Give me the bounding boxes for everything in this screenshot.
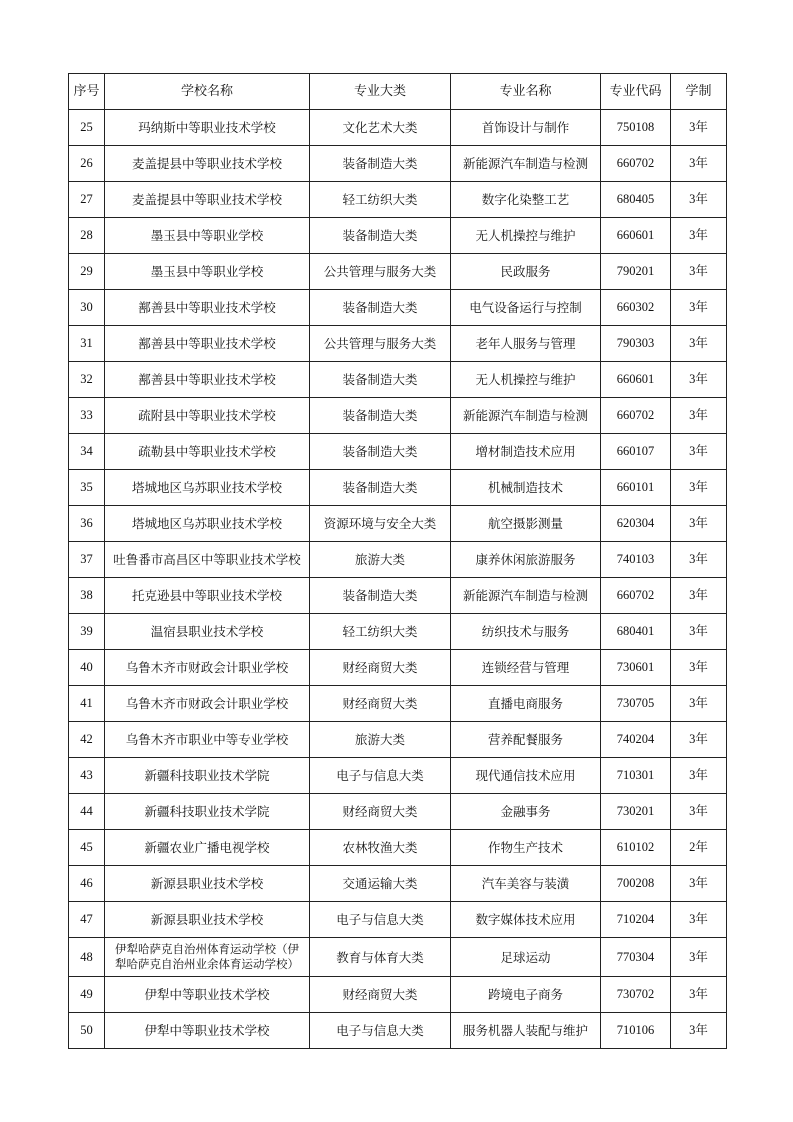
row-serial-number: 38: [69, 578, 105, 614]
row-school-name: 新疆科技职业技术学院: [105, 758, 310, 794]
row-serial-number: 39: [69, 614, 105, 650]
row-major-code: 660702: [601, 146, 671, 182]
header-duration: 学制: [671, 74, 727, 110]
row-school-name: 墨玉县中等职业学校: [105, 254, 310, 290]
row-major-code: 710301: [601, 758, 671, 794]
row-major-category: 农林牧渔大类: [310, 830, 451, 866]
row-duration: 3年: [671, 398, 727, 434]
row-duration: 3年: [671, 650, 727, 686]
table-row: [69, 830, 727, 866]
row-major-code: 660601: [601, 362, 671, 398]
table-row: [69, 794, 727, 830]
row-major-category: 轻工纺织大类: [310, 182, 451, 218]
row-major-name: 足球运动: [451, 938, 601, 977]
row-duration: 3年: [671, 254, 727, 290]
table-row: [69, 110, 727, 146]
row-major-category: 装备制造大类: [310, 470, 451, 506]
row-school-name: 麦盖提县中等职业技术学校: [105, 146, 310, 182]
row-school-name: 鄯善县中等职业技术学校: [105, 362, 310, 398]
row-duration: 3年: [671, 578, 727, 614]
header-major-name: 专业名称: [451, 74, 601, 110]
row-duration: 3年: [671, 110, 727, 146]
table-row: [69, 977, 727, 1013]
table-row: [69, 902, 727, 938]
table-row: [69, 614, 727, 650]
header-major-code: 专业代码: [601, 74, 671, 110]
row-major-category: 装备制造大类: [310, 398, 451, 434]
row-serial-number: 45: [69, 830, 105, 866]
row-major-code: 660702: [601, 398, 671, 434]
row-major-name: 作物生产技术: [451, 830, 601, 866]
row-serial-number: 40: [69, 650, 105, 686]
row-duration: 3年: [671, 434, 727, 470]
row-duration: 3年: [671, 326, 727, 362]
row-major-name: 营养配餐服务: [451, 722, 601, 758]
row-serial-number: 47: [69, 902, 105, 938]
row-duration: 3年: [671, 542, 727, 578]
row-major-category: 装备制造大类: [310, 578, 451, 614]
row-duration: 3年: [671, 614, 727, 650]
row-serial-number: 41: [69, 686, 105, 722]
row-school-name: 麦盖提县中等职业技术学校: [105, 182, 310, 218]
table-row: [69, 326, 727, 362]
row-major-code: 710204: [601, 902, 671, 938]
table-row: [69, 290, 727, 326]
table-row: [69, 650, 727, 686]
row-major-category: 交通运输大类: [310, 866, 451, 902]
header-major-category: 专业大类: [310, 74, 451, 110]
row-duration: 3年: [671, 758, 727, 794]
row-serial-number: 26: [69, 146, 105, 182]
row-duration: 2年: [671, 830, 727, 866]
row-duration: 3年: [671, 866, 727, 902]
row-major-name: 无人机操控与维护: [451, 362, 601, 398]
row-school-name: 乌鲁木齐市财政会计职业学校: [105, 686, 310, 722]
table-row: [69, 866, 727, 902]
row-major-category: 装备制造大类: [310, 434, 451, 470]
row-major-code: 680405: [601, 182, 671, 218]
table-body: [69, 110, 727, 1049]
row-major-category: 文化艺术大类: [310, 110, 451, 146]
row-major-category: 装备制造大类: [310, 218, 451, 254]
row-serial-number: 30: [69, 290, 105, 326]
row-major-code: 740204: [601, 722, 671, 758]
table-row: [69, 578, 727, 614]
row-school-name: 新源县职业技术学校: [105, 866, 310, 902]
row-duration: 3年: [671, 146, 727, 182]
table-row: [69, 470, 727, 506]
header-school-name: 学校名称: [105, 74, 310, 110]
row-major-category: 电子与信息大类: [310, 758, 451, 794]
row-major-category: 装备制造大类: [310, 362, 451, 398]
row-major-code: 620304: [601, 506, 671, 542]
row-major-code: 660107: [601, 434, 671, 470]
row-duration: 3年: [671, 506, 727, 542]
row-major-category: 旅游大类: [310, 722, 451, 758]
row-duration: 3年: [671, 290, 727, 326]
row-major-code: 700208: [601, 866, 671, 902]
row-school-name: 塔城地区乌苏职业技术学校: [105, 470, 310, 506]
row-major-code: 680401: [601, 614, 671, 650]
row-duration: 3年: [671, 362, 727, 398]
row-major-category: 电子与信息大类: [310, 1013, 451, 1049]
row-school-name: 疏附县中等职业技术学校: [105, 398, 310, 434]
row-major-code: 790201: [601, 254, 671, 290]
row-serial-number: 42: [69, 722, 105, 758]
row-school-name: 伊犁哈萨克自治州体育运动学校（伊犁哈萨克自治州业余体育运动学校）: [105, 938, 310, 977]
row-major-name: 数字化染整工艺: [451, 182, 601, 218]
row-major-name: 数字媒体技术应用: [451, 902, 601, 938]
row-major-name: 汽车美容与装潢: [451, 866, 601, 902]
row-major-code: 710106: [601, 1013, 671, 1049]
header-row: [69, 74, 727, 110]
row-duration: 3年: [671, 182, 727, 218]
row-major-category: 电子与信息大类: [310, 902, 451, 938]
row-major-category: 轻工纺织大类: [310, 614, 451, 650]
row-serial-number: 46: [69, 866, 105, 902]
row-school-name: 新疆农业广播电视学校: [105, 830, 310, 866]
row-serial-number: 34: [69, 434, 105, 470]
row-serial-number: 32: [69, 362, 105, 398]
row-major-category: 教育与体育大类: [310, 938, 451, 977]
row-school-name: 吐鲁番市高昌区中等职业技术学校: [105, 542, 310, 578]
row-major-name: 增材制造技术应用: [451, 434, 601, 470]
row-major-name: 服务机器人装配与维护: [451, 1013, 601, 1049]
row-major-code: 740103: [601, 542, 671, 578]
row-school-name: 伊犁中等职业技术学校: [105, 1013, 310, 1049]
row-serial-number: 29: [69, 254, 105, 290]
row-major-name: 机械制造技术: [451, 470, 601, 506]
row-school-name: 鄯善县中等职业技术学校: [105, 326, 310, 362]
row-major-code: 660302: [601, 290, 671, 326]
header-serial-number: 序号: [69, 74, 105, 110]
table-row: [69, 146, 727, 182]
row-major-code: 660101: [601, 470, 671, 506]
row-duration: 3年: [671, 470, 727, 506]
row-major-category: 装备制造大类: [310, 146, 451, 182]
table-row: [69, 434, 727, 470]
row-duration: 3年: [671, 902, 727, 938]
row-major-code: 770304: [601, 938, 671, 977]
row-major-name: 金融事务: [451, 794, 601, 830]
row-major-name: 康养休闲旅游服务: [451, 542, 601, 578]
row-school-name: 疏勒县中等职业技术学校: [105, 434, 310, 470]
row-serial-number: 36: [69, 506, 105, 542]
row-duration: 3年: [671, 1013, 727, 1049]
row-major-category: 财经商贸大类: [310, 686, 451, 722]
row-serial-number: 28: [69, 218, 105, 254]
row-major-name: 跨境电子商务: [451, 977, 601, 1013]
row-school-name: 玛纳斯中等职业技术学校: [105, 110, 310, 146]
row-major-name: 新能源汽车制造与检测: [451, 578, 601, 614]
table-row: [69, 542, 727, 578]
row-school-name: 乌鲁木齐市职业中等专业学校: [105, 722, 310, 758]
row-major-code: 730601: [601, 650, 671, 686]
row-serial-number: 27: [69, 182, 105, 218]
table-row: [69, 218, 727, 254]
row-serial-number: 44: [69, 794, 105, 830]
row-major-name: 新能源汽车制造与检测: [451, 398, 601, 434]
row-major-category: 财经商贸大类: [310, 794, 451, 830]
row-major-name: 新能源汽车制造与检测: [451, 146, 601, 182]
row-duration: 3年: [671, 218, 727, 254]
row-major-name: 首饰设计与制作: [451, 110, 601, 146]
row-major-category: 财经商贸大类: [310, 650, 451, 686]
row-major-category: 公共管理与服务大类: [310, 326, 451, 362]
row-major-category: 公共管理与服务大类: [310, 254, 451, 290]
row-school-name: 温宿县职业技术学校: [105, 614, 310, 650]
row-major-code: 730201: [601, 794, 671, 830]
row-serial-number: 43: [69, 758, 105, 794]
row-serial-number: 25: [69, 110, 105, 146]
row-major-code: 730702: [601, 977, 671, 1013]
row-major-name: 直播电商服务: [451, 686, 601, 722]
row-major-code: 750108: [601, 110, 671, 146]
table-row: [69, 362, 727, 398]
row-school-name: 托克逊县中等职业技术学校: [105, 578, 310, 614]
row-major-name: 民政服务: [451, 254, 601, 290]
table-row: [69, 254, 727, 290]
row-serial-number: 31: [69, 326, 105, 362]
row-major-code: 790303: [601, 326, 671, 362]
row-school-name: 新源县职业技术学校: [105, 902, 310, 938]
table-row: [69, 686, 727, 722]
row-major-name: 现代通信技术应用: [451, 758, 601, 794]
row-serial-number: 50: [69, 1013, 105, 1049]
table-row: [69, 938, 727, 977]
row-major-category: 资源环境与安全大类: [310, 506, 451, 542]
table-row: [69, 722, 727, 758]
row-major-name: 纺织技术与服务: [451, 614, 601, 650]
table-row: [69, 758, 727, 794]
row-duration: 3年: [671, 686, 727, 722]
major-list-table: [68, 73, 727, 1049]
row-school-name: 塔城地区乌苏职业技术学校: [105, 506, 310, 542]
row-major-code: 610102: [601, 830, 671, 866]
row-school-name: 新疆科技职业技术学院: [105, 794, 310, 830]
row-major-name: 连锁经营与管理: [451, 650, 601, 686]
row-duration: 3年: [671, 722, 727, 758]
row-serial-number: 48: [69, 938, 105, 977]
row-serial-number: 33: [69, 398, 105, 434]
row-major-name: 航空摄影测量: [451, 506, 601, 542]
row-serial-number: 49: [69, 977, 105, 1013]
row-major-name: 无人机操控与维护: [451, 218, 601, 254]
row-duration: 3年: [671, 977, 727, 1013]
row-serial-number: 35: [69, 470, 105, 506]
row-major-category: 装备制造大类: [310, 290, 451, 326]
row-school-name: 鄯善县中等职业技术学校: [105, 290, 310, 326]
row-duration: 3年: [671, 938, 727, 977]
row-major-category: 财经商贸大类: [310, 977, 451, 1013]
row-school-name: 乌鲁木齐市财政会计职业学校: [105, 650, 310, 686]
table-row: [69, 1013, 727, 1049]
row-major-code: 730705: [601, 686, 671, 722]
table-row: [69, 506, 727, 542]
row-school-name: 伊犁中等职业技术学校: [105, 977, 310, 1013]
row-major-code: 660702: [601, 578, 671, 614]
table-row: [69, 182, 727, 218]
row-major-category: 旅游大类: [310, 542, 451, 578]
row-major-name: 电气设备运行与控制: [451, 290, 601, 326]
row-major-name: 老年人服务与管理: [451, 326, 601, 362]
row-duration: 3年: [671, 794, 727, 830]
row-school-name: 墨玉县中等职业学校: [105, 218, 310, 254]
row-serial-number: 37: [69, 542, 105, 578]
table-row: [69, 398, 727, 434]
row-major-code: 660601: [601, 218, 671, 254]
